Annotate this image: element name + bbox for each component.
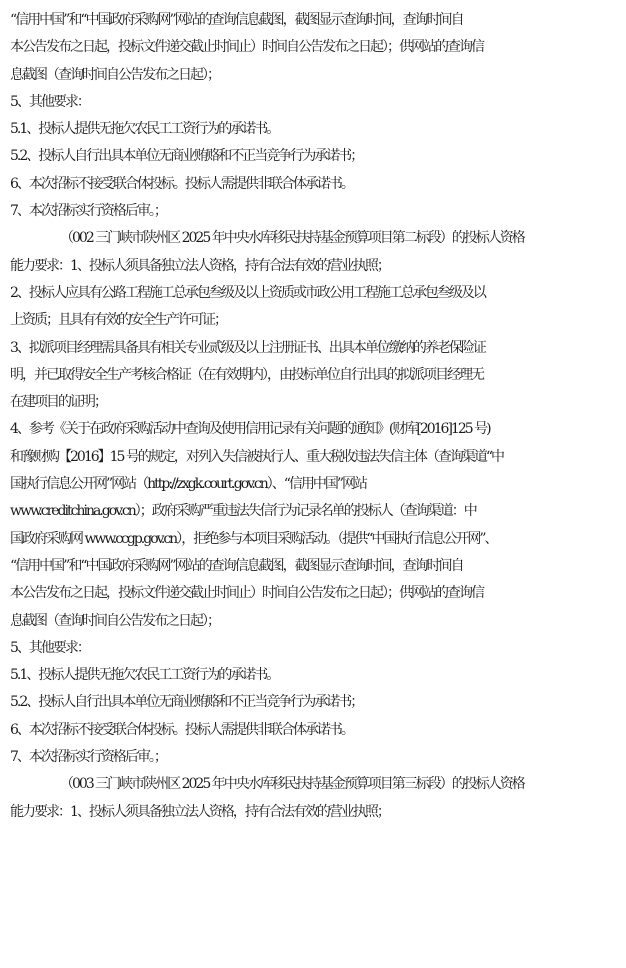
text-line: 本公告发布之日起，投标文件递交截止时间止）时间自公告发布之日起）；供网站的查询信 <box>10 39 483 56</box>
text-line: 5.2、投标人自行出具本单位无商业贿赂和不正当竞争行为承诺书； <box>10 694 363 711</box>
text-line: 能力要求：1、投标人须具备独立法人资格，持有合法有效的营业执照； <box>10 257 389 274</box>
text-line: 6、本次招标不接受联合体投标。投标人需提供非联合体承诺书。 <box>10 175 353 192</box>
text-line: 和豫财购【2016】15 号的规定，对列入失信被执行人、重大税收违法失信主体（查询渠道“中 <box>10 448 504 465</box>
text-line: 国执行信息公开网”网站（http://zxgk.court.gov.cn）、“信用中国”网站 <box>10 476 367 493</box>
text-line: 2、投标人应具有公路工程施工总承包叁级及以上资质或市政公用工程施工总承包叁级及以 <box>10 284 485 301</box>
section-heading-lot-2: （002 三门峡市陕州区 2025 年中央水库移民扶持基金预算项目第二标段）的投标人资格 <box>60 230 524 247</box>
text-line: 3、拟派项目经理需具备具有相关专业贰级及以上注册证书、出具本单位缴纳的养老保险证 <box>10 339 485 356</box>
text-line: 4、参考《关于在政府采购活动中查询及使用信用记录有关问题的通知》(财库[2016]125 号) <box>10 421 490 438</box>
text-line: “信用中国”和“中国政府采购网”网站的查询信息截图，截图显示查询时间，查询时间自 <box>10 557 463 574</box>
text-line: 息截图（查询时间自公告发布之日起）； <box>10 612 219 629</box>
text-line: 能力要求：1、投标人须具备独立法人资格，持有合法有效的营业执照； <box>10 803 389 820</box>
text-line: 5.1、投标人提供无拖欠农民工工资行为的承诺书。 <box>10 667 279 684</box>
text-line: 6、本次招标不接受联合体投标。投标人需提供非联合体承诺书。 <box>10 721 353 738</box>
section-heading-lot-3: （003 三门峡市陕州区 2025 年中央水库移民扶持基金预算项目第三标段）的投标人资格 <box>60 776 524 793</box>
text-line: 5、其他要求： <box>10 93 89 110</box>
text-line: 5.1、投标人提供无拖欠农民工工资行为的承诺书。 <box>10 121 279 138</box>
text-line: www.creditchina.gov.cn）；政府采购严重违法失信行为记录名单的投标人（查询渠道：中 <box>10 503 476 520</box>
text-line: 息截图（查询时间自公告发布之日起）； <box>10 66 219 83</box>
text-line: “信用中国”和“中国政府采购网”网站的查询信息截图，截图显示查询时间，查询时间自 <box>10 12 463 28</box>
text-line: 上资质；且具有有效的安全生产许可证； <box>10 312 226 329</box>
text-line: 5、其他要求： <box>10 639 89 656</box>
text-line: 国政府采购网 www.ccgp.gov.cn），拒绝参与本项目采购活动。（提供“中国执行信息公开网”、 <box>10 530 497 547</box>
text-line: 7、本次招标实行资格后审。； <box>10 749 166 766</box>
text-line: 7、本次招标实行资格后审。； <box>10 203 166 220</box>
text-line: 在建项目的证明； <box>10 394 106 411</box>
text-line: 5.2、投标人自行出具本单位无商业贿赂和不正当竞争行为承诺书； <box>10 148 363 165</box>
text-line: 明，并已取得安全生产考核合格证（在有效期内），由投标单位自行出具的拟派项目经理无 <box>10 366 483 383</box>
text-line: 本公告发布之日起，投标文件递交截止时间止）时间自公告发布之日起）；供网站的查询信 <box>10 585 483 602</box>
